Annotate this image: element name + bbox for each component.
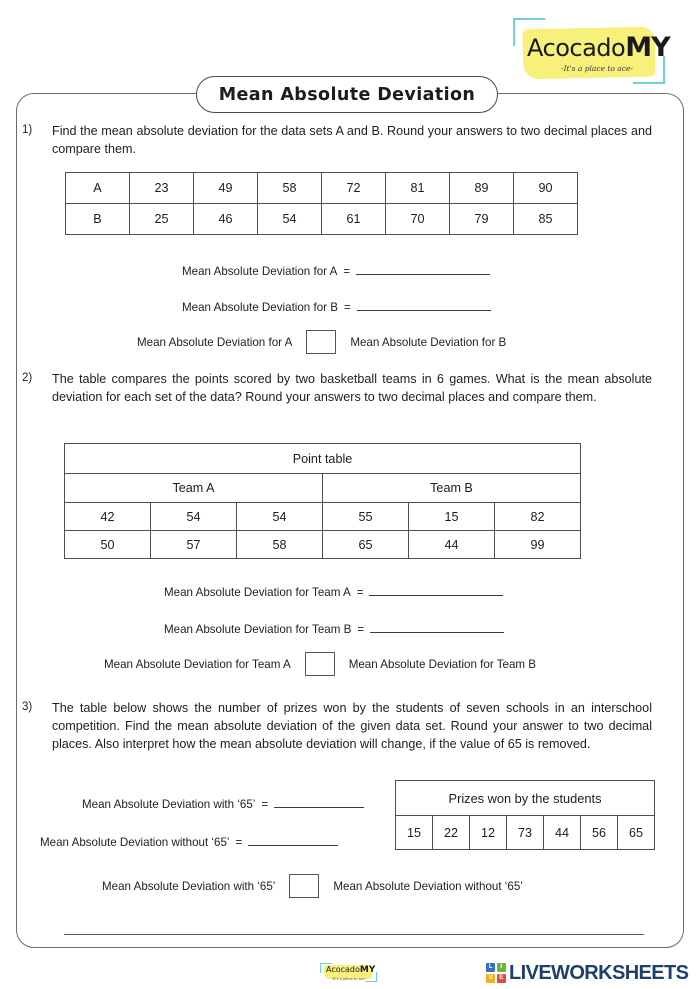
cell-q2-r1-c3: 54 — [237, 503, 323, 531]
equals-sign: = — [235, 836, 243, 849]
liveworksheets-wordmark: LIVEWORKSHEETS — [509, 961, 689, 984]
table-point-table — [64, 443, 581, 559]
cell-b-4: 61 — [322, 204, 386, 235]
cell-a-1: 23 — [130, 173, 194, 204]
question-2 — [22, 371, 652, 407]
cell-q3-3: 12 — [470, 816, 507, 850]
cell-q2-r2-c6: 99 — [495, 531, 581, 559]
liveworksheets-brand[interactable] — [486, 961, 688, 985]
compare-input-q2[interactable] — [305, 652, 335, 676]
lw-tile-e: E — [497, 974, 506, 983]
cell-q3-1: 15 — [396, 816, 433, 850]
answer-label-q3-without-65: Mean Absolute Deviation without ‘65’ — [40, 836, 230, 849]
cell-q3-6: 56 — [581, 816, 618, 850]
footer-logo-tagline: -It's a place to ace- — [331, 977, 367, 981]
question-3-number: 3) — [22, 701, 33, 713]
table-row — [65, 444, 581, 474]
question-1-text: Find the mean absolute deviation for the data sets A and B. Round your answers to two decimal places and compare them. — [52, 124, 652, 156]
lw-tile-v: V — [486, 974, 495, 983]
cell-q2-r2-c2: 57 — [151, 531, 237, 559]
cell-b-1: 25 — [130, 204, 194, 235]
answer-label-q2-team-a: Mean Absolute Deviation for Team A — [164, 586, 351, 599]
question-1-number: 1) — [22, 124, 33, 136]
compare-left-label-q1: Mean Absolute Deviation for A — [137, 335, 293, 349]
answer-row-q2-team-a — [164, 584, 503, 599]
cell-q2-r1-c1: 42 — [65, 503, 151, 531]
compare-input-q3[interactable] — [289, 874, 319, 898]
cell-q2-r2-c4: 65 — [323, 531, 409, 559]
cell-row-label-b: B — [66, 204, 130, 235]
lw-tile-l: L — [486, 963, 495, 972]
cell-a-6: 89 — [450, 173, 514, 204]
cell-b-7: 85 — [514, 204, 578, 235]
answer-label-q1-a: Mean Absolute Deviation for A — [182, 265, 338, 278]
compare-right-label-q2: Mean Absolute Deviation for Team B — [348, 657, 537, 671]
table-data-sets-ab — [65, 172, 578, 235]
logo-tagline: -It's a place to ace- — [561, 64, 633, 73]
footer-logo-wordmark-suffix: MY — [359, 965, 376, 975]
compare-left-label-q2: Mean Absolute Deviation for Team A — [104, 657, 291, 671]
question-1 — [22, 123, 652, 159]
logo-wordmark-main: Acocado — [527, 34, 626, 62]
brand-logo — [505, 12, 675, 100]
cell-q2-r2-c5: 44 — [409, 531, 495, 559]
cell-q3-2: 22 — [433, 816, 470, 850]
question-2-number: 2) — [22, 372, 33, 384]
equals-sign: = — [343, 301, 351, 314]
footer-logo-wordmark-main: Acocado — [326, 965, 360, 974]
question-3-text: The table below shows the number of prizes won by the students of seven schools in an interschool competition. Find the mean absolute deviation of the given data set. Round your answer to two decimal places. Also interpret how the mean absolute deviation will change, if the value of 65 is removed. — [52, 701, 652, 751]
cell-q2-r1-c2: 54 — [151, 503, 237, 531]
equals-sign: = — [343, 265, 351, 278]
logo-wordmark-suffix: MY — [625, 32, 670, 63]
compare-right-label-q1: Mean Absolute Deviation for B — [350, 335, 507, 349]
cell-a-4: 72 — [322, 173, 386, 204]
table-row — [65, 474, 581, 503]
cell-a-5: 81 — [386, 173, 450, 204]
question-2-text: The table compares the points scored by two basketball teams in 6 games. What is the mean absolute deviation for each set of the data? Round your answers to two decimal places and compare them. — [52, 372, 652, 404]
cell-q2-r2-c1: 50 — [65, 531, 151, 559]
cell-a-2: 49 — [194, 173, 258, 204]
answer-row-q1-a — [182, 263, 490, 278]
table-row — [396, 781, 655, 816]
cell-row-label-a: A — [66, 173, 130, 204]
table-prizes-won — [395, 780, 655, 850]
equals-sign: = — [356, 586, 364, 599]
answer-row-q3-without-65 — [40, 834, 338, 849]
cell-a-3: 58 — [258, 173, 322, 204]
question-3 — [22, 700, 652, 754]
worksheet-title-banner — [196, 76, 498, 113]
table-row — [396, 816, 655, 850]
logo-wordmark — [527, 32, 670, 63]
cell-q3-5: 44 — [544, 816, 581, 850]
lw-tile-i: I — [497, 963, 506, 972]
cell-q3-4: 73 — [507, 816, 544, 850]
table-row — [66, 173, 578, 204]
table-row — [65, 503, 581, 531]
cell-b-6: 79 — [450, 204, 514, 235]
answer-blank-q1-a[interactable] — [356, 263, 490, 275]
cell-b-5: 70 — [386, 204, 450, 235]
cell-b-2: 46 — [194, 204, 258, 235]
answer-row-q2-team-b — [164, 621, 504, 636]
footer-brand-logo — [318, 962, 380, 986]
answer-label-q3-with-65: Mean Absolute Deviation with ‘65’ — [82, 798, 256, 811]
equals-sign: = — [261, 798, 269, 811]
compare-left-label-q3: Mean Absolute Deviation with ‘65’ — [102, 879, 276, 893]
footer-logo-wordmark — [326, 965, 375, 975]
cell-b-3: 54 — [258, 204, 322, 235]
compare-right-label-q3: Mean Absolute Deviation without ‘65’ — [333, 879, 523, 893]
bottom-divider — [64, 934, 644, 935]
page-title: Mean Absolute Deviation — [218, 84, 476, 105]
liveworksheets-tiles-icon — [486, 963, 506, 983]
cell-q2-r1-c6: 82 — [495, 503, 581, 531]
cell-q2-r2-c3: 58 — [237, 531, 323, 559]
answer-blank-q3-with-65[interactable] — [274, 796, 364, 808]
answer-blank-q1-b[interactable] — [357, 299, 491, 311]
answer-blank-q3-without-65[interactable] — [248, 834, 338, 846]
equals-sign: = — [357, 623, 365, 636]
table-row — [66, 204, 578, 235]
answer-label-q2-team-b: Mean Absolute Deviation for Team B — [164, 623, 352, 636]
table-row — [65, 531, 581, 559]
answer-row-q1-b — [182, 299, 491, 314]
cell-a-7: 90 — [514, 173, 578, 204]
compare-row-q1 — [137, 330, 506, 354]
answer-row-q3-with-65 — [82, 796, 364, 811]
cell-q2-r1-c4: 55 — [323, 503, 409, 531]
compare-row-q2 — [104, 652, 536, 676]
point-table-caption: Point table — [65, 444, 581, 474]
group-header-team-a: Team A — [65, 474, 323, 503]
compare-input-q1[interactable] — [306, 330, 336, 354]
prizes-table-caption: Prizes won by the students — [396, 781, 655, 816]
answer-blank-q2-team-a[interactable] — [369, 584, 503, 596]
cell-q3-7: 65 — [618, 816, 655, 850]
cell-q2-r1-c5: 15 — [409, 503, 495, 531]
answer-label-q1-b: Mean Absolute Deviation for B — [182, 301, 338, 314]
compare-row-q3 — [102, 874, 523, 898]
group-header-team-b: Team B — [323, 474, 581, 503]
answer-blank-q2-team-b[interactable] — [370, 621, 504, 633]
